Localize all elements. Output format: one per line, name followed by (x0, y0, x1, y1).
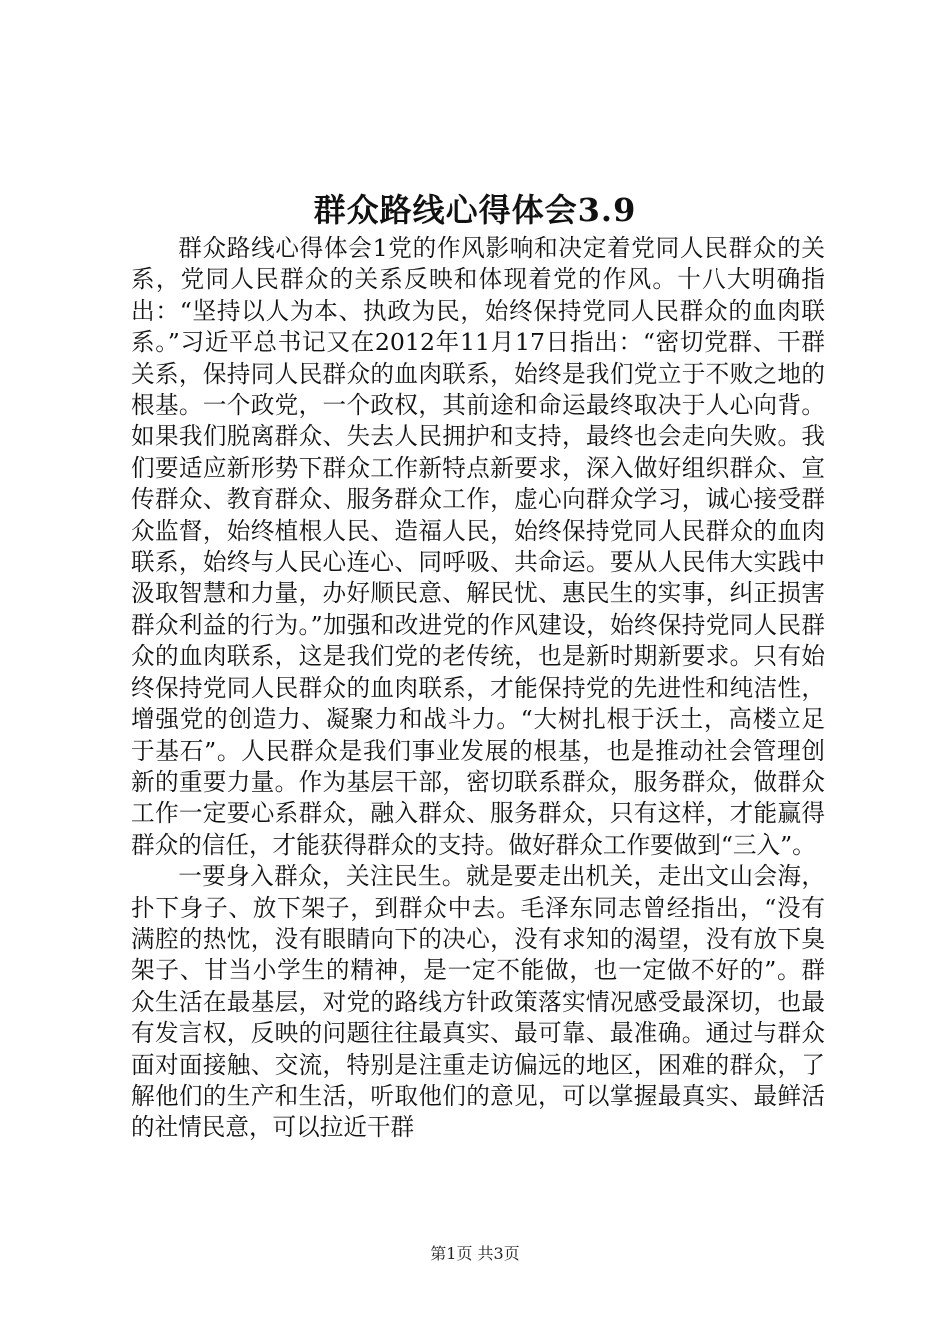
paragraph-1: 群众路线心得体会1党的作风影响和决定着党同人民群众的关系，党同人民群众的关系反映和体现着党的作风。十八大明确指出：“坚持以人为本、执政为民，始终保持党同人民群众的血肉联系。”习近平总书记又在2012年11月17日指出：“密切党群、干群关系，保持同人民群众的血肉联系，始终是我们党立于不败之地的根基。一个政党，一个政权，其前途和命运最终取决于人心向背。如果我们脱离群众、失去人民拥护和支持，最终也会走向失败。我们要适应新形势下群众工作新特点新要求，深入做好组织群众、宣传群众、教育群众、服务群众工作，虚心向群众学习，诚心接受群众监督，始终植根人民、造福人民，始终保持党同人民群众的血肉联系，始终与人民心连心、同呼吸、共命运。要从人民伟大实践中汲取智慧和力量，办好顺民意、解民忧、惠民生的实事，纠正损害群众利益的行为。”加强和改进党的作风建设，始终保持党同人民群众的血肉联系，这是我们党的老传统，也是新时期新要求。只有始终保持党同人民群众的血肉联系，才能保持党的先进性和纯洁性，增强党的创造力、凝聚力和战斗力。“大树扎根于沃土，高楼立足于基石”。人民群众是我们事业发展的根基，也是推动社会管理创新的重要力量。作为基层干部，密切联系群众，服务群众，做群众工作一定要心系群众，融入群众、服务群众，只有这样，才能赢得群众的信任，才能获得群众的支持。做好群众工作要做到“三入”。 (131, 234, 825, 859)
document-body (131, 233, 825, 1144)
document-title: 群众路线心得体会3.9 (313, 191, 637, 229)
page-number-footer: 第1页 共3页 (430, 1244, 520, 1263)
paragraph-2: 一要身入群众，关注民生。就是要走出机关，走出文山会海，扑下身子、放下架子，到群众中去。毛泽东同志曾经指出，“没有满腔的热忱，没有眼睛向下的决心，没有求知的渴望，没有放下臭架子、甘当小学生的精神，是一定不能做，也一定做不好的”。群众生活在最基层，对党的路线方针政策落实情况感受最深切，也最有发言权，反映的问题往往最真实、最可靠、最准确。通过与群众面对面接触、交流，特别是注重走访偏远的地区，困难的群众，了解他们的生产和生活，听取他们的意见，可以掌握最真实、最鲜活的社情民意，可以拉近干群 (131, 862, 825, 1142)
